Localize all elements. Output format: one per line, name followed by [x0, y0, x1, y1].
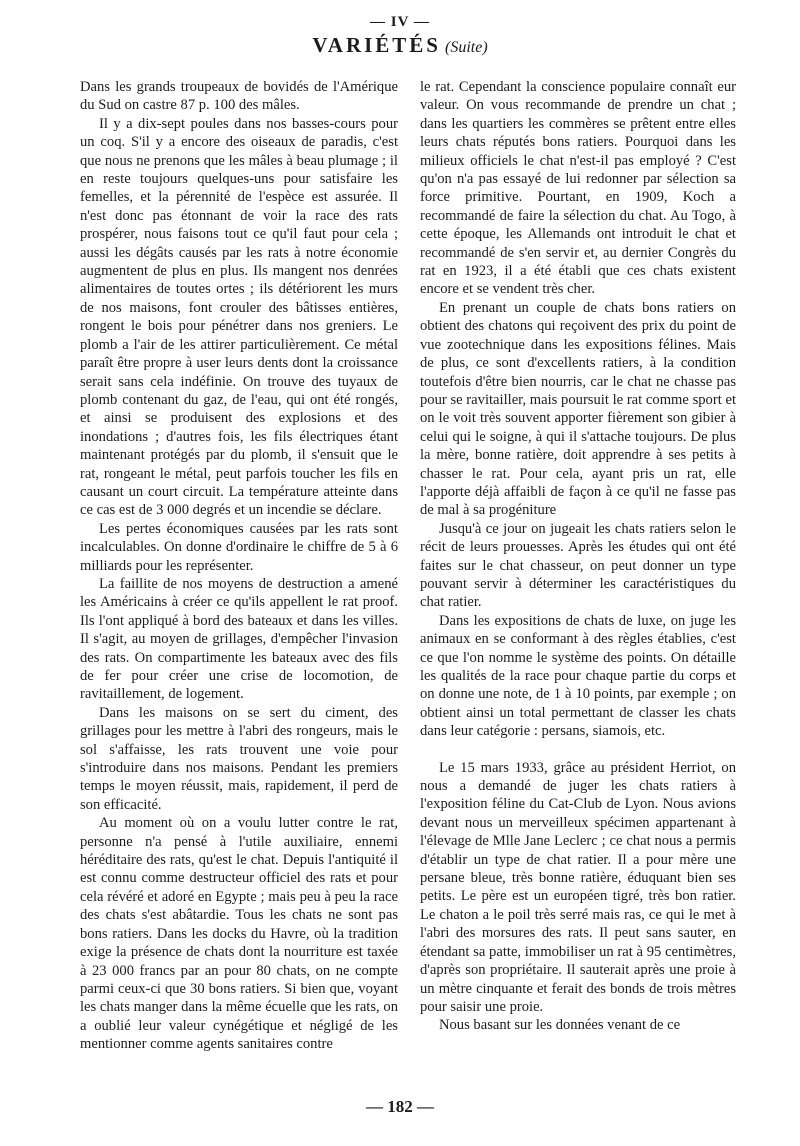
paragraph: Au moment où on a voulu lutter contre le rat, personne n'a pensé à l'utile auxiliaire, ennemi héréditaire des rats, qu'est le chat. Depuis l'antiquité il est connu comme destructeur officiel des rats et pour cela révéré et adoré en Egypte ; mais peu à peu la race des chats s'est abâtardie. Tous les chats ne sont pas bons ratiers. Dans les docks du Havre, où la tradition exige la présence de chats dont la nourriture est taxée à 23 000 francs par an pour 80 chats, on ne compte parmi ceux-ci que 30 bons ratiers. Si bien que, voyant les chats manger dans la même écuelle que les rats, on a oublié leur valeur cynégétique et négligé de les mentionner comme agents sanitaires contre: [80, 815, 398, 1053]
page-header: [0, 14, 800, 58]
title-text: VARIÉTÉS: [312, 33, 441, 57]
paragraph: Nous basant sur les données venant de ce: [438, 1017, 681, 1034]
right-column: [420, 78, 736, 1035]
left-column: [80, 78, 398, 1054]
paragraph: Dans les maisons on se sert du ciment, des grillages pour les mettre à l'abri des rongeurs, mais le sol s'affaisse, les rats trouvent une voie pour s'introduire dans nos maisons. Pendant les premiers temps le moyen réussit, mais, rapidement, il perd de son efficacité.: [80, 704, 398, 813]
paragraph: Le 15 mars 1933, grâce au président Herriot, on nous a demandé de juger les chats ratiers à l'exposition féline du Cat-Club de Lyon. Nous avions devant nous un merveilleux spécimen appartenant à l'élevage de Mlle Jane Leclerc ; ce chat nous a permis d'établir un type de chat ratier. Il a pour mère une persane bleue, très bonne ratière, éduquant bien ses petits. Le père est un européen tigré, très bon ratier. Le chaton a le poil très serré mais ras, ce qui le met à l'abri des morsures des rats. Il peut sans sauter, en étendant sa patte, immobiliser un rat à 95 centimètres, d'après son propriétaire. Il sauterait après une proie à un mètre cinquante et ferait des bonds de trois mètres pour saisir une proie.: [420, 759, 736, 1015]
section-title: [0, 33, 800, 58]
paragraph: Il y a dix-sept poules dans nos basses-cours pour un coq. S'il y a encore des oiseaux de paradis, c'est que nous ne prenons que les mâles à beau plumage ; il en reste toujours quelques-uns pour satisfaire les femelles, et la pérennité de l'espèce est assurée. Il n'est donc pas étonnant de voir la race des rats prospérer, nous faisons tout ce qu'il faut pour cela ; aussi les dégâts causés par les rats à notre économie augmentent de plus en plus. Ils mangent nos denrées alimentaires de toutes ortes ; ils détériorent les murs de nos maisons, font crouler des bâtisses entières, rongent le bois pour pénétrer dans nos greniers. Le plomb a l'air de les attirer particulièrement. Ce métal paraît être propre à user leurs dents dont la croissance serait sans cela indéfinie. On trouve des tuyaux de plomb contenant du gaz, de l'eau, qui ont été rongés, et ainsi se produisent des explosions et des inondations ; d'autres fois, les fils électriques étant maintenant protégés par du plomb, il s'ensuit que le rat, rongeant le métal, peut parfois toucher les fils en causant un court circuit. La température atteinte dans ce cas est de 3 000 degrés et un incendie se déclare.: [80, 115, 398, 519]
title-subtitle: (Suite): [445, 39, 488, 56]
paragraph: Les pertes économiques causées par les rats sont incalculables. On donne d'ordinaire le chiffre de 5 à 6 milliards pour les représenter.: [80, 520, 398, 574]
paragraph: Jusqu'à ce jour on jugeait les chats ratiers selon le récit de leurs prouesses. Après les études qui ont été faites sur le chat chasseur, on peut donner un type pouvant servir à déterminer les caractéristiques du chat ratier.: [420, 520, 736, 611]
paragraph: La faillite de nos moyens de destruction a amené les Américains à créer ce qu'ils appellent le rat proof. Ils l'ont appliqué à bord des bateaux et dans les villes. Il s'agit, au moyen de grillages, d'empêcher l'invasion des rats. On compartimente les bateaux avec des fils de fer pour créer une crise de locomotion, de ravitaillement, de logement.: [80, 575, 398, 703]
paragraph: le rat. Cependant la conscience populaire connaît eur valeur. On vous recommande de prendre un chat ; dans les quartiers les commères se prêtent entre elles leurs chats réputés bons ratiers. Pourquoi dans les milieux officiels le chat n'est-il pas employé ? C'est qu'on n'a pas essayé de lui redonner par sélection sa force primitive. Pourtant, en 1909, Koch a recommandé de faire la sélection du chat. Au Togo, à cette époque, les Allemands ont introduit le chat et recommandé de s'en servir et, au dernier Congrès du rat en 1923, il a été établi que ces chats existent encore et se vendent très cher.: [420, 79, 736, 298]
paragraph: Dans les grands troupeaux de bovidés de l'Amérique du Sud on castre 87 p. 100 des mâles.: [80, 79, 398, 114]
roman-page-number: — IV —: [370, 14, 430, 30]
paragraph: Dans les expositions de chats de luxe, on juge les animaux en se conformant à des règles établies, c'est ce que l'on nomme le système des points. On détaille les qualités de la race pour chaque partie du corps et on donne une note, de 1 à 10 points, par exemple ; on obtient ainsi un total permettant de classer les chats dans leur catégorie : persans, siamois, etc.: [420, 612, 736, 740]
paragraph: En prenant un couple de chats bons ratiers on obtient des chatons qui reçoivent des prix du point de vue zootechnique dans les expositions félines. Mais de plus, ce sont d'excellents ratiers, à la condition toutefois d'être bien nourris, car le chat ne chasse pas pour se ravitailler, mais poursuit le rat comme sport et on le voit très souvent apporter fièrement son gibier à celui qui le soigne, à qui il s'attache toujours. De plus la mère, bonne ratière, doit apprendre à ses petits à chasser le rat. Pour cela, ayant pris un rat, elle l'apporte déjà affaibli de façon à ce qu'il ne fasse pas de mal à sa progéniture: [420, 299, 736, 519]
page-number: — 182 —: [366, 1097, 434, 1116]
